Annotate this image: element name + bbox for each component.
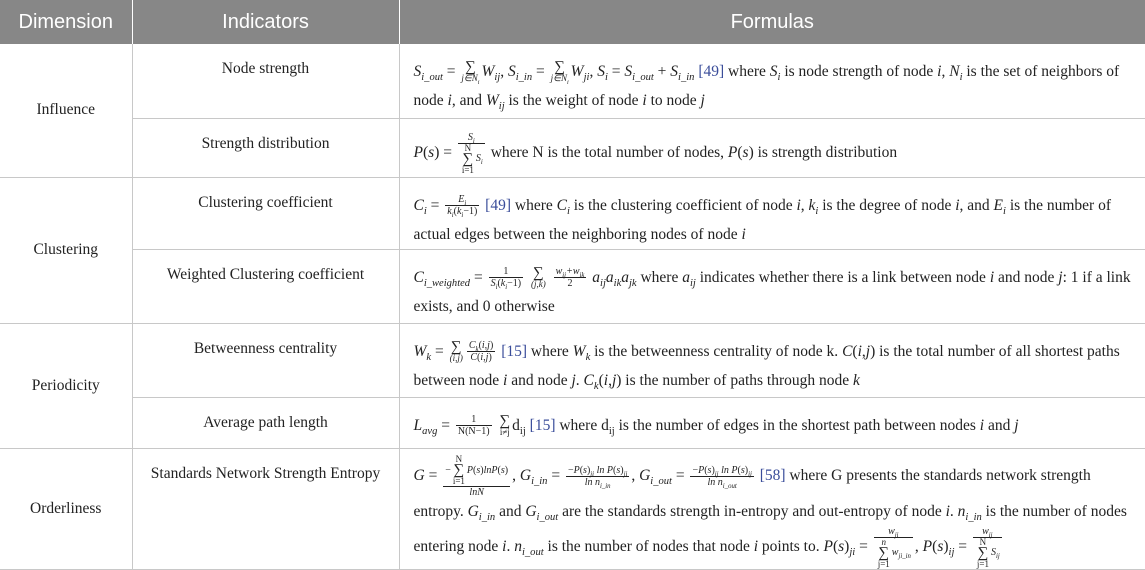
formula-cell: $C_i$ = $\frac{E_i}{k_i(k_i-1)}$ [49] where $C_i$ is the clustering coefficient of node i, $k_i$ is the degree of node i, and $E_i$ is the number of actual edges between the neighboring nodes of node i bbox=[399, 177, 1145, 249]
table-row bbox=[0, 397, 1145, 448]
table-row bbox=[0, 323, 1145, 397]
formula-cell: $W_k$ = ∑ (i,j) $\frac{C_k(i,j)}{C(i,j)}$ [15] where $W_k$ is the betweenness centrality of node k. C(i,j) is the total number of all shortest paths between node i and node j. $C_k(i,j)$ is the number of paths through node k bbox=[399, 323, 1145, 397]
dimension-cell: Influence bbox=[0, 44, 132, 177]
header-row bbox=[0, 0, 1145, 44]
table-row bbox=[0, 177, 1145, 249]
indicator-cell: Node strength bbox=[132, 44, 399, 118]
indicator-cell: Weighted Clustering coefficient bbox=[132, 249, 399, 323]
formula-cell: $L_{avg}$ = $\frac{1}{N(N-1)}$ ∑ i≠j $d_{ij}$ [15] where $d_{ij}$ is the number of edges in the shortest path between nodes i and j bbox=[399, 397, 1145, 448]
header-dimension: Dimension bbox=[0, 0, 132, 44]
citation-link[interactable]: [58] bbox=[759, 466, 786, 484]
table-row bbox=[0, 448, 1145, 569]
indicator-cell: Clustering coefficient bbox=[132, 177, 399, 249]
indicator-cell: Average path length bbox=[132, 397, 399, 448]
indicator-cell: Betweenness centrality bbox=[132, 323, 399, 397]
table-row bbox=[0, 249, 1145, 323]
citation-link[interactable]: [49] bbox=[698, 63, 725, 80]
formula-cell: G = − N ∑ i=1 P(s)lnP(s) lnN , $G_{i\_in}$ = $\frac{-P(s)_{ji} \ln P(s)_{ji}}{\ln n_{i\_in}}$ , $G_{i\_out}$ = $\frac{-P(s)_{ij} \ln P(s)_{ij}}{\ln n_{i\_out}}$ [58] where G presents the standards network strength entropy. $G_{i\_in}$ and $G_{i\_out}$ are the standards strength in-entropy and out-entropy of node i. $n_{i\_in}$ is the number of nodes entering node i. $n_{i\_out}$ is the number of nodes that node i points to. $P(s)_{ji}$ = $w_{ji}$ n ∑ j=1 $w_{ji\_in}$ , $P(s)_{ij}$ = $w_{ij}$ N ∑ j=1 $S_{ij}$ bbox=[399, 448, 1145, 569]
citation-link[interactable]: [15] bbox=[529, 416, 556, 434]
dimension-cell: Periodicity bbox=[0, 323, 132, 448]
table-row bbox=[0, 118, 1145, 177]
table-row bbox=[0, 44, 1145, 118]
formula-cell: $S_{i\_out}$ = ∑ $j\in N_i$ $W_{ij}$, $S_{i\_in}$ = ∑ $j\in N_i$ $W_{ji}$, $S_i = S_{i\_out} + S_{i\_in}$ [49] where $S_i$ is node strength of node i, $N_i$ is the set of neighbors of node i, and $W_{ij}$ is the weight of node i to node j bbox=[399, 44, 1145, 118]
citation-link[interactable]: [49] bbox=[485, 196, 511, 214]
header-formulas: Formulas bbox=[399, 0, 1145, 44]
indicator-cell: Standards Network Strength Entropy bbox=[132, 448, 399, 569]
indicator-cell: Strength distribution bbox=[132, 118, 399, 177]
dimension-cell: Clustering bbox=[0, 177, 132, 323]
formula-cell: P(s) = $S_i$ N ∑ i=1 $S_i$ where N is the total number of nodes, P(s) is strength distribution bbox=[399, 118, 1145, 177]
formula-cell: $C_{i\_weighted}$ = $\frac{1}{S_i(k_i-1)}$ ∑ (j,k) $\frac{w_{ij}+w_{ik}}{2}$ $a_{ij}a_{ik}a_{jk}$ where $a_{ij}$ indicates whether there is a link between node i and node j: 1 if a link exists, and 0 otherwise bbox=[399, 249, 1145, 323]
dimension-cell: Orderliness bbox=[0, 448, 132, 569]
citation-link[interactable]: [15] bbox=[501, 342, 528, 360]
header-indicators: Indicators bbox=[132, 0, 399, 44]
